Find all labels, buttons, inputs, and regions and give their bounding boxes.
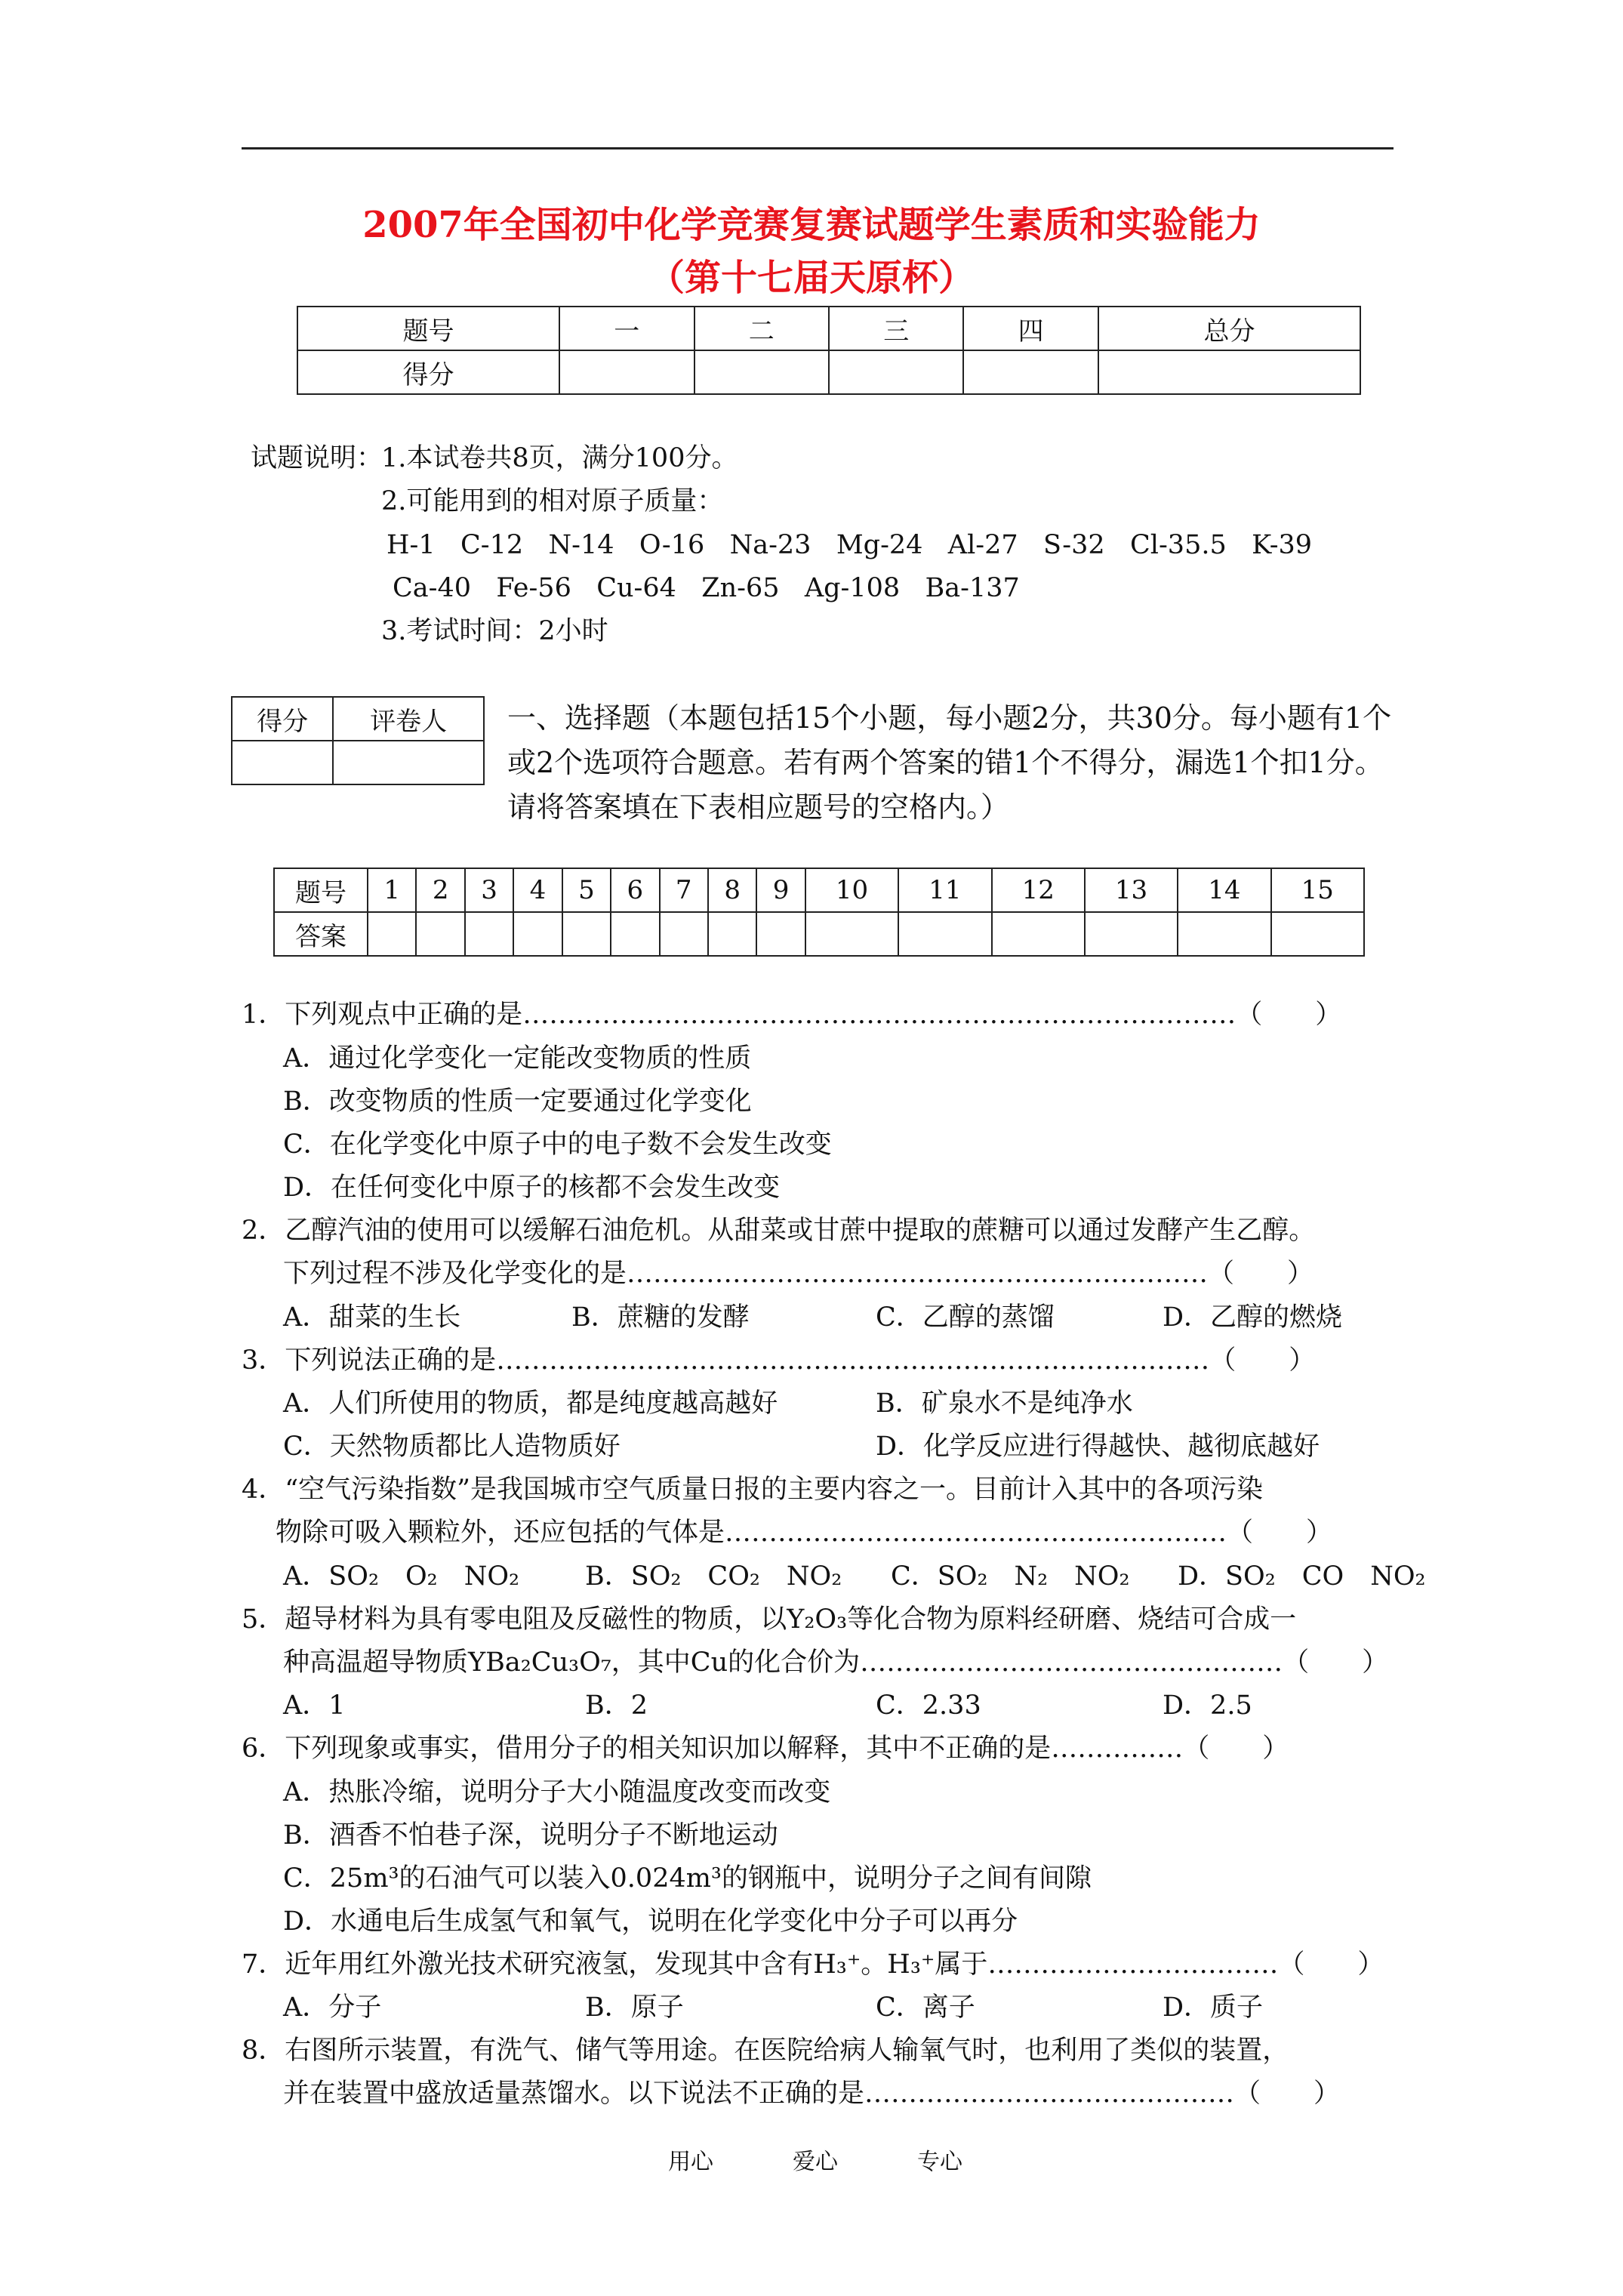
question-7-option-a: A．分子 [283, 1992, 382, 2023]
question-1-option-d: D．在任何变化中原子的核都不会发生改变 [283, 1173, 781, 1203]
question-1-option-b: B．改变物质的性质一定要通过化学变化 [283, 1086, 752, 1117]
question-1-option-c: C．在化学变化中原子中的电子数不会发生改变 [283, 1130, 832, 1160]
answer-input-cell[interactable] [611, 912, 659, 956]
answer-input-cell[interactable] [513, 912, 562, 956]
answer-number-cell: 2 [416, 868, 464, 912]
score-cell[interactable] [559, 350, 694, 394]
question-4-stem: 4．“空气污染指数”是我国城市空气质量日报的主要内容之一。目前计入其中的各项污染 [242, 1475, 1264, 1505]
score-header-cell: 四 [963, 307, 1098, 350]
question-4-option-c: C．SO₂ N₂ NO₂ [891, 1561, 1130, 1592]
answer-input-cell[interactable] [465, 912, 513, 956]
answer-table [273, 868, 1365, 957]
footer-text: 专心 [917, 2149, 962, 2175]
question-7-option-b: B．原子 [585, 1992, 684, 2023]
question-4-option-a: A．SO₂ O₂ NO₂ [283, 1561, 520, 1592]
question-7-option-d: D．质子 [1163, 1992, 1264, 2023]
question-2-option-d: D．乙醇的燃烧 [1163, 1302, 1343, 1333]
atomic-masses-line-2: Ca-40 Fe-56 Cu-64 Zn-65 Ag-108 Ba-137 [393, 573, 1020, 603]
question-2-option-c: C．乙醇的蒸馏 [876, 1302, 1055, 1333]
instruction-item-3: 3.考试时间：2小时 [381, 616, 608, 646]
question-7-stem: 7．近年用红外激光技术研究液氢，发现其中含有H₃⁺。H₃⁺属于……………………………（ ） [242, 1949, 1384, 1980]
question-3-option-c: C．天然物质都比人造物质好 [283, 1432, 621, 1462]
question-5-stem-cont: 种高温超导物质YBa₂Cu₃O₇，其中Cu的化合价为…………………………………………（ ） [283, 1647, 1389, 1678]
answer-number-cell: 4 [513, 868, 562, 912]
footer-text: 用心 [668, 2149, 713, 2175]
question-8-stem: 8．右图所示装置，有洗气、储气等用途。在医院给病人输氧气时，也利用了类似的装置， [242, 2036, 1289, 2066]
score-header-cell: 一 [559, 307, 694, 350]
question-4-option-b: B．SO₂ CO₂ NO₂ [585, 1561, 842, 1592]
question-6-stem: 6．下列现象或事实，借用分子的相关知识加以解释，其中不正确的是……………（ ） [242, 1734, 1289, 1764]
question-6-option-c: C．25m³的石油气可以装入0.024m³的钢瓶中，说明分子之间有间隙 [283, 1863, 1092, 1894]
question-1-stem: 1．下列观点中正确的是………………………………………………………………………（ ） [242, 1000, 1342, 1030]
grader-table [231, 696, 485, 785]
question-7-option-c: C．离子 [876, 1992, 975, 2023]
answer-input-cell[interactable] [562, 912, 611, 956]
answer-input-cell[interactable] [1085, 912, 1178, 956]
question-5-option-b: B．2 [585, 1690, 648, 1721]
score-header-cell: 题号 [297, 307, 559, 350]
header-rule [242, 147, 1394, 149]
answer-number-cell: 7 [660, 868, 708, 912]
question-5-option-a: A．1 [283, 1690, 346, 1721]
question-2-option-a: A．甜菜的生长 [283, 1302, 461, 1333]
answer-number-cell: 5 [562, 868, 611, 912]
answer-input-cell[interactable] [898, 912, 991, 956]
answer-number-cell: 11 [898, 868, 991, 912]
answer-row-label: 答案 [274, 912, 368, 956]
score-header-cell: 二 [694, 307, 829, 350]
grader-score-cell[interactable] [232, 741, 333, 784]
answer-number-cell: 3 [465, 868, 513, 912]
answer-input-cell[interactable] [805, 912, 898, 956]
answer-input-cell[interactable] [756, 912, 805, 956]
answer-number-cell: 10 [805, 868, 898, 912]
answer-number-cell: 9 [756, 868, 805, 912]
score-cell[interactable] [694, 350, 829, 394]
question-8-stem-cont: 并在装置中盛放适量蒸馏水。以下说法不正确的是……………………………………（ ） [283, 2079, 1341, 2109]
answer-input-cell[interactable] [660, 912, 708, 956]
exam-title: 2007年全国初中化学竞赛复赛试题学生素质和实验能力 [362, 204, 1261, 246]
answer-row-label: 题号 [274, 868, 368, 912]
atomic-masses-line-1: H-1 C-12 N-14 O-16 Na-23 Mg-24 Al-27 S-32 Cl-35.5 K-39 [387, 530, 1313, 560]
question-2-option-b: B．蔗糖的发酵 [571, 1302, 750, 1333]
question-6-option-d: D．水通电后生成氢气和氧气，说明在化学变化中分子可以再分 [283, 1906, 1018, 1937]
answer-input-cell[interactable] [416, 912, 464, 956]
exam-subtitle: （第十七届天原杯） [648, 257, 975, 299]
answer-input-cell[interactable] [1271, 912, 1364, 956]
question-2-stem: 2．乙醇汽油的使用可以缓解石油危机。从甜菜或甘蔗中提取的蔗糖可以通过发酵产生乙醇。 [242, 1216, 1316, 1246]
score-cell[interactable] [829, 350, 963, 394]
grader-name-label: 评卷人 [333, 697, 484, 741]
answer-number-cell: 6 [611, 868, 659, 912]
score-header-cell: 三 [829, 307, 963, 350]
answer-number-cell: 1 [368, 868, 416, 912]
section-1-instructions: 一、选择题（本题包括15个小题，每小题2分，共30分。每小题有1个或2个选项符合题意。若有两个答案的错1个不得分，漏选1个扣1分。请将答案填在下表相应题号的空格内。） [507, 701, 1392, 824]
score-row-label: 得分 [297, 350, 559, 394]
footer-text: 爱心 [793, 2149, 838, 2175]
answer-number-cell: 15 [1271, 868, 1364, 912]
question-3-option-a: A．人们所使用的物质，都是纯度越高越好 [283, 1388, 778, 1419]
answer-input-cell[interactable] [1178, 912, 1270, 956]
answer-input-cell[interactable] [708, 912, 756, 956]
answer-input-cell[interactable] [368, 912, 416, 956]
question-5-option-d: D．2.5 [1163, 1690, 1252, 1721]
score-table [297, 306, 1361, 395]
question-5-option-c: C．2.33 [876, 1690, 981, 1721]
question-6-option-a: A．热胀冷缩，说明分子大小随温度改变而改变 [283, 1777, 831, 1808]
answer-number-cell: 12 [992, 868, 1085, 912]
grader-name-cell[interactable] [333, 741, 484, 784]
question-6-option-b: B．酒香不怕巷子深，说明分子不断地运动 [283, 1820, 778, 1851]
question-1-option-a: A．通过化学变化一定能改变物质的性质 [283, 1043, 752, 1074]
instruction-item-1: 1.本试卷共8页，满分100分。 [381, 443, 738, 473]
answer-number-cell: 13 [1085, 868, 1178, 912]
question-3-option-d: D．化学反应进行得越快、越彻底越好 [876, 1432, 1320, 1462]
question-3-option-b: B．矿泉水不是纯净水 [876, 1388, 1133, 1419]
score-cell[interactable] [1098, 350, 1360, 394]
instructions-label: 试题说明： [251, 443, 383, 473]
question-3-stem: 3．下列说法正确的是………………………………………………………………………（ ） [242, 1345, 1316, 1376]
grader-score-label: 得分 [232, 697, 333, 741]
answer-number-cell: 8 [708, 868, 756, 912]
score-header-cell: 总分 [1098, 307, 1360, 350]
question-4-option-d: D．SO₂ CO NO₂ [1178, 1561, 1426, 1592]
answer-number-cell: 14 [1178, 868, 1270, 912]
score-cell[interactable] [963, 350, 1098, 394]
answer-input-cell[interactable] [992, 912, 1085, 956]
instruction-item-2: 2.可能用到的相对原子质量： [381, 486, 724, 516]
question-2-stem-cont: 下列过程不涉及化学变化的是…………………………………………………………（ ） [283, 1259, 1314, 1289]
question-5-stem: 5．超导材料为具有零电阻及反磁性的物质，以Y₂O₃等化合物为原料经研磨、烧结可合成一 [242, 1604, 1297, 1635]
question-4-stem-cont: 物除可吸入颗粒外，还应包括的气体是…………………………………………………（ ） [276, 1518, 1333, 1548]
